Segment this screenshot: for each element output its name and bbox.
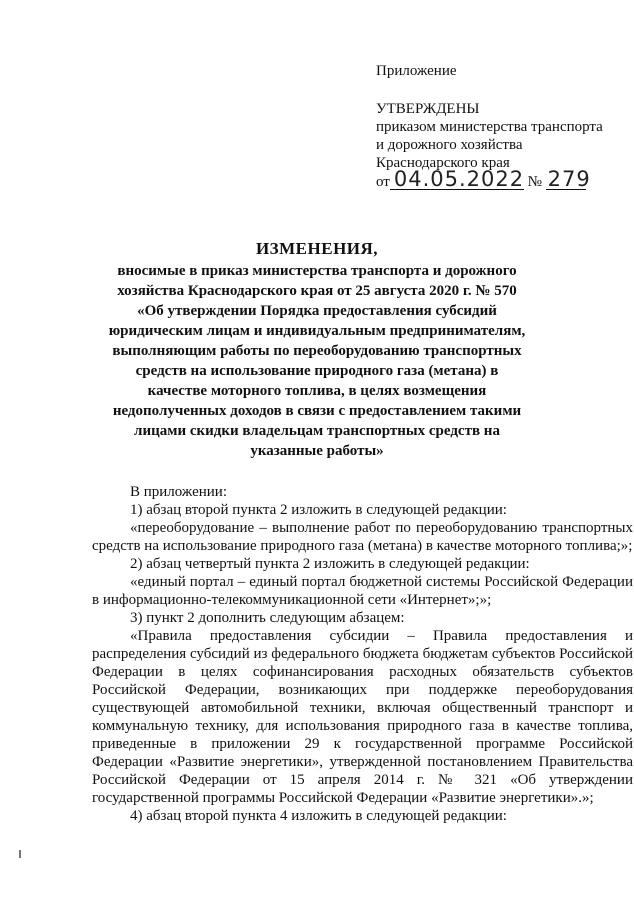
title-line: недополученных доходов в связи с предоставлением такими bbox=[112, 403, 522, 419]
title-line: средств на использование природного газа (метана) в bbox=[135, 363, 499, 379]
approval-block bbox=[376, 62, 616, 191]
title-heading: ИЗМЕНЕНИЯ, bbox=[255, 239, 379, 258]
title-line: лицами скидки владельцам транспортных средств на bbox=[134, 423, 500, 439]
number-label: № bbox=[527, 174, 542, 190]
amendment-2-text: «единый портал – единый портал бюджетной системы Российской Федерации в информационно-телекоммуникационной сети «Интернет»;»; bbox=[92, 574, 633, 608]
approval-line-3: Краснодарского края bbox=[376, 155, 510, 171]
title-line: вносимые в приказ министерства транспорта и дорожного bbox=[117, 263, 517, 279]
approval-line-2: и дорожного хозяйства bbox=[376, 137, 523, 153]
handwritten-number: 279 bbox=[547, 167, 591, 191]
amendment-2-heading: 2) абзац четвертый пункта 2 изложить в следующей редакции: bbox=[130, 556, 530, 572]
date-field bbox=[390, 167, 525, 191]
amendment-4-heading: 4) абзац второй пункта 4 изложить в следующей редакции: bbox=[130, 808, 507, 824]
number-field bbox=[546, 167, 591, 191]
scan-mark bbox=[19, 850, 21, 858]
amendment-3-text: «Правила предоставления субсидии – Правила предоставления и распределения субсидий из федерального бюджета бюджетам субъектов Российской Федерации в целях софинансирования расходных обязательств субъектов Российской Федерации, возникающих при поддержке переоборудования существующей автомобильной техники, включая общественный транспорт и коммунальную технику, для использования природного газа в качестве топлива, приведенные в приложении 29 к государственной программе Российской Федерации «Развитие энергетики», утвержденной постановлением Правительства Российской Федерации от 15 апреля 2014 г. № 321 «Об утверждении государственной программы Российской Федерации «Развитие энергетики».»; bbox=[92, 628, 633, 806]
approved-label: УТВЕРЖДЕНЫ bbox=[376, 101, 480, 117]
title-line: качестве моторного топлива, в целях возмещения bbox=[147, 383, 487, 399]
amendment-3-heading: 3) пункт 2 дополнить следующим абзацем: bbox=[130, 610, 405, 626]
approval-line-1: приказом министерства транспорта bbox=[376, 119, 603, 135]
amendment-1-heading: 1) абзац второй пункта 2 изложить в следующей редакции: bbox=[130, 502, 507, 518]
title-line: выполняющим работы по переоборудованию транспортных bbox=[112, 343, 522, 359]
title-line: юридическим лицам и индивидуальным предпринимателям, bbox=[108, 323, 526, 339]
intro-paragraph: В приложении: bbox=[130, 484, 227, 500]
title-line: хозяйства Краснодарского края от 25 августа 2020 г. № 570 bbox=[117, 283, 517, 299]
title-line: «Об утверждении Порядка предоставления субсидий bbox=[137, 303, 497, 319]
document-body bbox=[92, 483, 633, 825]
amendment-1-text: «переоборудование – выполнение работ по переоборудованию транспортных средств на использование природного газа (метана) в качестве моторного топлива;»; bbox=[92, 520, 633, 554]
date-prefix: от bbox=[376, 174, 390, 190]
title-line: указанные работы» bbox=[250, 443, 384, 459]
document-title bbox=[0, 239, 634, 461]
handwritten-date: 04.05.2022 bbox=[393, 167, 525, 191]
appendix-label: Приложение bbox=[376, 63, 457, 79]
date-number-line bbox=[376, 167, 616, 191]
